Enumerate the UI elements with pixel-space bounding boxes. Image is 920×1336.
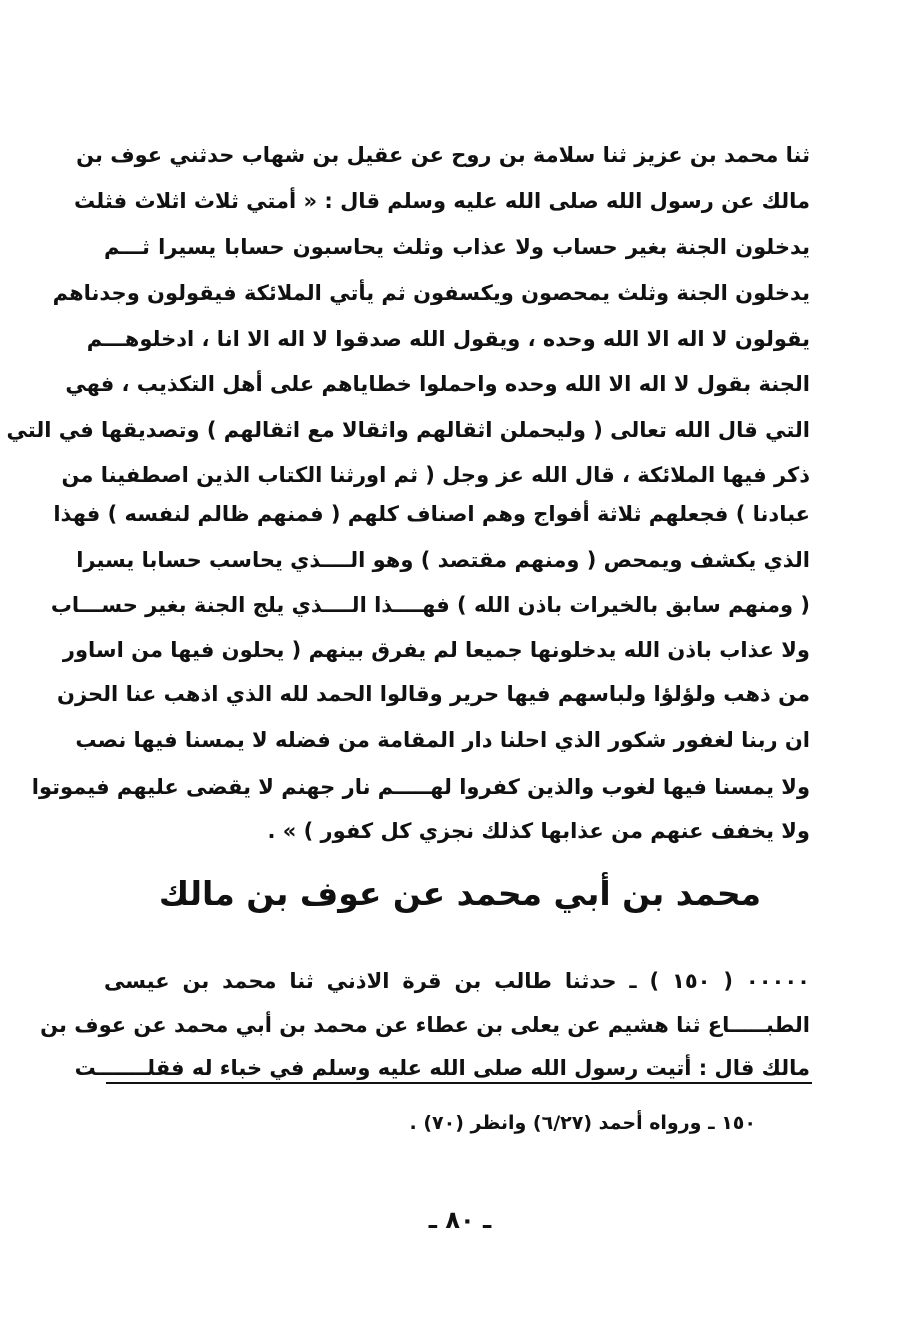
body-line-16: ولا يخفف عنهم من عذابها كذلك نجزي كل كفور ) » . [267, 819, 810, 843]
body-line-10: الذي يكشف ويمحص ( ومنهم مقتصد ) وهو الــــذي يحاسب حسابا يسيرا [76, 548, 810, 572]
section-line-1: ٠٠٠٠٠ ( ١٥٠ ) ـ حدثنا طالب بن قرة الاذني ثنا محمد بن عيسى [104, 969, 810, 993]
section-heading: محمد بن أبي محمد عن عوف بن مالك [158, 874, 762, 913]
body-line-12: ولا عذاب باذن الله يدخلونها جميعا لم يفرق بينهم ( يحلون فيها من اساور [62, 638, 810, 662]
body-line-15: ولا يمسنا فيها لغوب والذين كفروا لهـــــم نار جهنم لا يقضى عليهم فيموتوا [31, 775, 810, 799]
section-line-2: الطبـــــاع ثنا هشيم عن يعلى بن عطاء عن محمد بن أبي محمد عن عوف بن [40, 1013, 810, 1037]
body-line-3: يدخلون الجنة بغير حساب ولا عذاب وثلث يحاسبون حسابا يسيرا ثـــم [104, 235, 810, 259]
section-line-3: مالك قال : أتيت رسول الله صلى الله عليه وسلم في خباء له فقلـــــــت [74, 1056, 810, 1080]
body-line-4: يدخلون الجنة وثلث يمحصون ويكسفون ثم يأتي الملائكة فيقولون وجدناهم [52, 281, 810, 305]
body-line-8: ذكر فيها الملائكة ، قال الله عز وجل ( ثم اورثنا الكتاب الذين اصطفينا من [61, 463, 810, 487]
body-line-5: يقولون لا اله الا الله وحده ، ويقول الله صدقوا لا اله الا انا ، ادخلوهـــم [86, 327, 810, 351]
body-line-11: ( ومنهم سابق بالخيرات باذن الله ) فهــــذا الــــذي يلج الجنة بغير حســـاب [50, 593, 810, 617]
page-number: ـ ٨٠ ـ [428, 1206, 492, 1234]
body-line-1: ثنا محمد بن عزيز ثنا سلامة بن روح عن عقيل بن شهاب حدثني عوف بن [76, 143, 810, 167]
body-line-9: عبادنا ) فجعلهم ثلاثة أفواج وهم اصناف كلهم ( فمنهم ظالم لنفسه ) فهذا [53, 502, 810, 526]
body-line-7: التي قال الله تعالى ( وليحملن اثقالهم واثقالا مع اثقالهم ) وتصديقها في التي [6, 418, 810, 442]
body-line-13: من ذهب ولؤلؤا ولباسهم فيها حرير وقالوا الحمد لله الذي اذهب عنا الحزن [57, 682, 810, 706]
body-line-6: الجنة بقول لا اله الا الله وحده واحملوا خطاياهم على أهل التكذيب ، فهي [65, 372, 810, 396]
footnote-divider [106, 1082, 812, 1084]
body-line-14: ان ربنا لغفور شكور الذي احلنا دار المقامة من فضله لا يمسنا فيها نصب [75, 728, 810, 752]
body-line-2: مالك عن رسول الله صلى الله عليه وسلم قال : « أمتي ثلاث اثلاث فثلث [74, 189, 810, 213]
footnote: ١٥٠ ـ ورواه أحمد (٦/٢٧) وانظر (٧٠) . [409, 1112, 756, 1134]
